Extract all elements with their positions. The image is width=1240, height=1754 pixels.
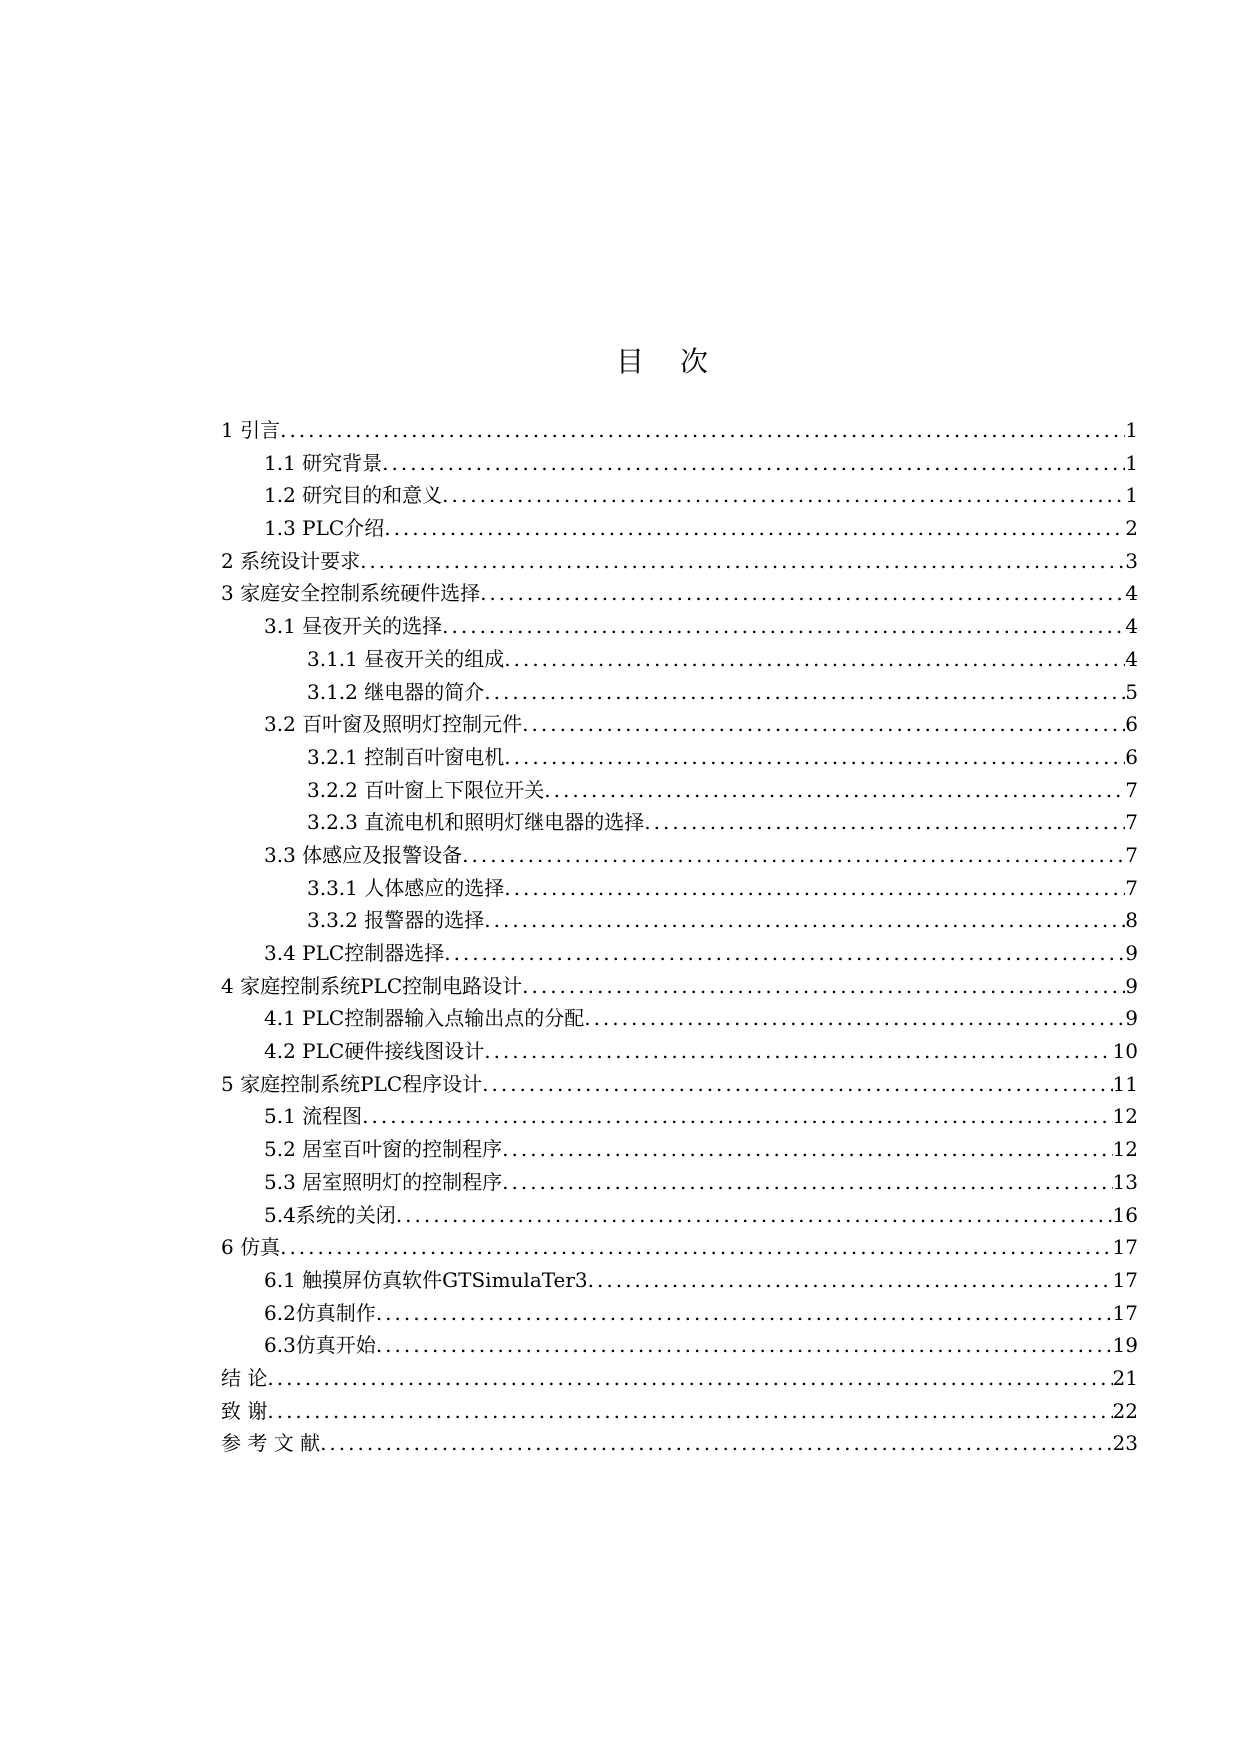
toc-entry[interactable] — [221, 610, 1138, 643]
toc-entry[interactable] — [221, 708, 1138, 741]
toc-entry-label: 4.1 PLC控制器输入点输出点的分配 — [264, 1006, 585, 1031]
toc-entry-label: 5 家庭控制系统PLC程序设计 — [221, 1071, 483, 1096]
toc-entry[interactable] — [221, 937, 1138, 970]
toc-entry-page: 1 — [1125, 418, 1138, 442]
toc-entry[interactable] — [221, 1329, 1138, 1362]
dot-leader — [484, 1039, 1112, 1063]
toc-entry[interactable] — [221, 774, 1138, 807]
toc-entry-label: 4.2 PLC硬件接线图设计 — [264, 1039, 485, 1064]
dot-leader — [360, 549, 1125, 573]
toc-entry-page: 12 — [1112, 1104, 1138, 1129]
toc-entry[interactable] — [221, 512, 1138, 545]
toc-entry-label: 3.3.2 报警器的选择 — [307, 908, 485, 933]
dot-leader — [362, 1104, 1112, 1128]
toc-entry[interactable] — [221, 1395, 1138, 1428]
table-of-contents — [221, 414, 1138, 1460]
toc-entry-page: 7 — [1125, 875, 1138, 900]
toc-entry-label: 参 考 文 献 — [221, 1431, 321, 1456]
toc-entry-label: 1.1 研究背景 — [264, 450, 383, 475]
toc-entry-page: 6 — [1125, 712, 1138, 737]
dot-leader — [544, 778, 1125, 802]
toc-title: 目次 — [615, 345, 744, 378]
toc-entry-label: 3 家庭安全控制系统硬件选择 — [221, 581, 481, 606]
toc-entry-page: 11 — [1112, 1071, 1138, 1096]
dot-leader — [267, 1366, 1112, 1390]
toc-entry-page: 2 — [1125, 516, 1138, 541]
toc-entry[interactable] — [221, 904, 1138, 937]
dot-leader — [462, 843, 1125, 867]
toc-entry-label: 1.3 PLC介绍 — [264, 516, 385, 541]
dot-leader — [584, 1006, 1125, 1030]
toc-entry[interactable] — [221, 1035, 1138, 1068]
dot-leader — [522, 712, 1125, 736]
toc-entry-label: 3.2 百叶窗及照明灯控制元件 — [264, 712, 523, 737]
toc-entry-page: 7 — [1125, 842, 1138, 867]
toc-entry-label: 3.4 PLC控制器选择 — [264, 941, 445, 965]
toc-entry[interactable] — [221, 741, 1138, 774]
dot-leader — [504, 745, 1125, 769]
toc-entry[interactable] — [221, 1199, 1138, 1232]
toc-entry[interactable] — [221, 970, 1138, 1003]
toc-entry-label: 3.1.2 继电器的简介 — [307, 679, 485, 704]
toc-entry-label: 1 引言 — [221, 418, 281, 442]
toc-entry-page: 10 — [1112, 1039, 1138, 1064]
dot-leader — [644, 810, 1125, 834]
dot-leader — [502, 1170, 1112, 1194]
toc-entry[interactable] — [221, 1133, 1138, 1166]
toc-entry-label: 3.2.2 百叶窗上下限位开关 — [307, 777, 545, 802]
dot-leader — [382, 451, 1125, 475]
toc-entry-label: 1.2 研究目的和意义 — [264, 483, 443, 508]
dot-leader — [280, 418, 1125, 442]
dot-leader — [267, 1399, 1112, 1423]
toc-entry-label: 5.2 居室百叶窗的控制程序 — [264, 1137, 503, 1162]
toc-entry[interactable] — [221, 479, 1138, 512]
toc-entry[interactable] — [221, 1231, 1138, 1264]
toc-entry-page: 16 — [1112, 1202, 1138, 1227]
toc-entry-page: 5 — [1125, 679, 1138, 704]
toc-entry[interactable] — [221, 1362, 1138, 1395]
toc-entry[interactable] — [221, 643, 1138, 676]
toc-entry[interactable] — [221, 545, 1138, 578]
dot-leader — [280, 1235, 1112, 1259]
toc-entry[interactable] — [221, 577, 1138, 610]
toc-entry[interactable] — [221, 447, 1138, 480]
toc-entry[interactable] — [221, 414, 1138, 447]
toc-entry-page: 1 — [1125, 483, 1138, 508]
toc-entry-label: 5.1 流程图 — [264, 1104, 363, 1129]
toc-entry-label: 3.3 体感应及报警设备 — [264, 842, 463, 867]
toc-entry-page: 4 — [1125, 614, 1138, 639]
toc-entry-label: 致 谢 — [221, 1398, 268, 1423]
toc-entry-label: 6.3仿真开始 — [264, 1333, 376, 1358]
toc-entry-page: 9 — [1125, 941, 1138, 965]
toc-entry-label: 6 仿真 — [221, 1235, 281, 1260]
toc-entry-label: 3.1.1 昼夜开关的组成 — [307, 646, 505, 671]
toc-entry[interactable] — [221, 1002, 1138, 1035]
toc-entry-label: 6.1 触摸屏仿真软件GTSimulaTer3 — [264, 1267, 588, 1292]
toc-entry-label: 6.2仿真制作 — [264, 1300, 376, 1325]
toc-entry-page: 17 — [1112, 1235, 1138, 1260]
dot-leader — [504, 647, 1125, 671]
toc-entry-page: 7 — [1125, 810, 1138, 835]
toc-entry-page: 4 — [1125, 581, 1138, 606]
dot-leader — [384, 516, 1125, 540]
dot-leader — [376, 1301, 1113, 1325]
dot-leader — [480, 581, 1125, 605]
toc-entry[interactable] — [221, 1166, 1138, 1199]
toc-entry-label: 2 系统设计要求 — [221, 548, 361, 573]
dot-leader — [484, 908, 1125, 932]
toc-entry-label: 3.2.3 直流电机和照明灯继电器的选择 — [307, 810, 645, 835]
toc-entry-label: 3.3.1 人体感应的选择 — [307, 875, 505, 900]
toc-entry-label: 5.3 居室照明灯的控制程序 — [264, 1169, 503, 1194]
dot-leader — [320, 1431, 1112, 1455]
toc-entry-page: 9 — [1125, 1006, 1138, 1031]
toc-entry-label: 4 家庭控制系统PLC控制电路设计 — [221, 973, 523, 998]
toc-entry-label: 3.1 昼夜开关的选择 — [264, 614, 443, 639]
dot-leader — [502, 1137, 1112, 1161]
dot-leader — [442, 483, 1125, 507]
toc-entry-page: 9 — [1125, 973, 1138, 998]
toc-entry[interactable] — [221, 1297, 1138, 1330]
dot-leader — [444, 941, 1125, 965]
dot-leader — [504, 876, 1125, 900]
toc-entry-page: 1 — [1125, 450, 1138, 475]
toc-entry-page: 3 — [1125, 548, 1138, 573]
toc-entry-page: 6 — [1125, 744, 1138, 769]
toc-entry-page: 7 — [1125, 777, 1138, 802]
toc-entry-page: 4 — [1125, 646, 1138, 671]
toc-entry-page: 17 — [1112, 1267, 1138, 1292]
toc-entry[interactable] — [221, 1068, 1138, 1101]
toc-entry[interactable] — [221, 839, 1138, 872]
dot-leader — [588, 1268, 1113, 1292]
dot-leader — [522, 974, 1125, 998]
toc-entry-page: 12 — [1112, 1137, 1138, 1162]
toc-entry[interactable] — [221, 1100, 1138, 1133]
dot-leader — [396, 1203, 1113, 1227]
toc-entry[interactable] — [221, 806, 1138, 839]
toc-entry-page: 8 — [1125, 908, 1138, 933]
toc-entry-page: 21 — [1112, 1365, 1138, 1390]
dot-leader — [442, 614, 1125, 638]
toc-entry-page: 13 — [1112, 1169, 1138, 1194]
dot-leader — [376, 1333, 1113, 1357]
toc-entry[interactable] — [221, 676, 1138, 709]
toc-entry[interactable] — [221, 872, 1138, 905]
toc-entry[interactable] — [221, 1264, 1138, 1297]
toc-entry-page: 17 — [1112, 1300, 1138, 1325]
toc-entry-label: 5.4系统的关闭 — [264, 1202, 396, 1227]
toc-entry-page: 22 — [1112, 1398, 1138, 1423]
toc-entry-page: 23 — [1112, 1431, 1138, 1456]
toc-entry[interactable] — [221, 1427, 1138, 1460]
dot-leader — [482, 1072, 1112, 1096]
toc-entry-label: 3.2.1 控制百叶窗电机 — [307, 744, 505, 769]
dot-leader — [484, 680, 1125, 704]
toc-entry-label: 结 论 — [221, 1365, 268, 1390]
toc-entry-page: 19 — [1112, 1333, 1138, 1358]
